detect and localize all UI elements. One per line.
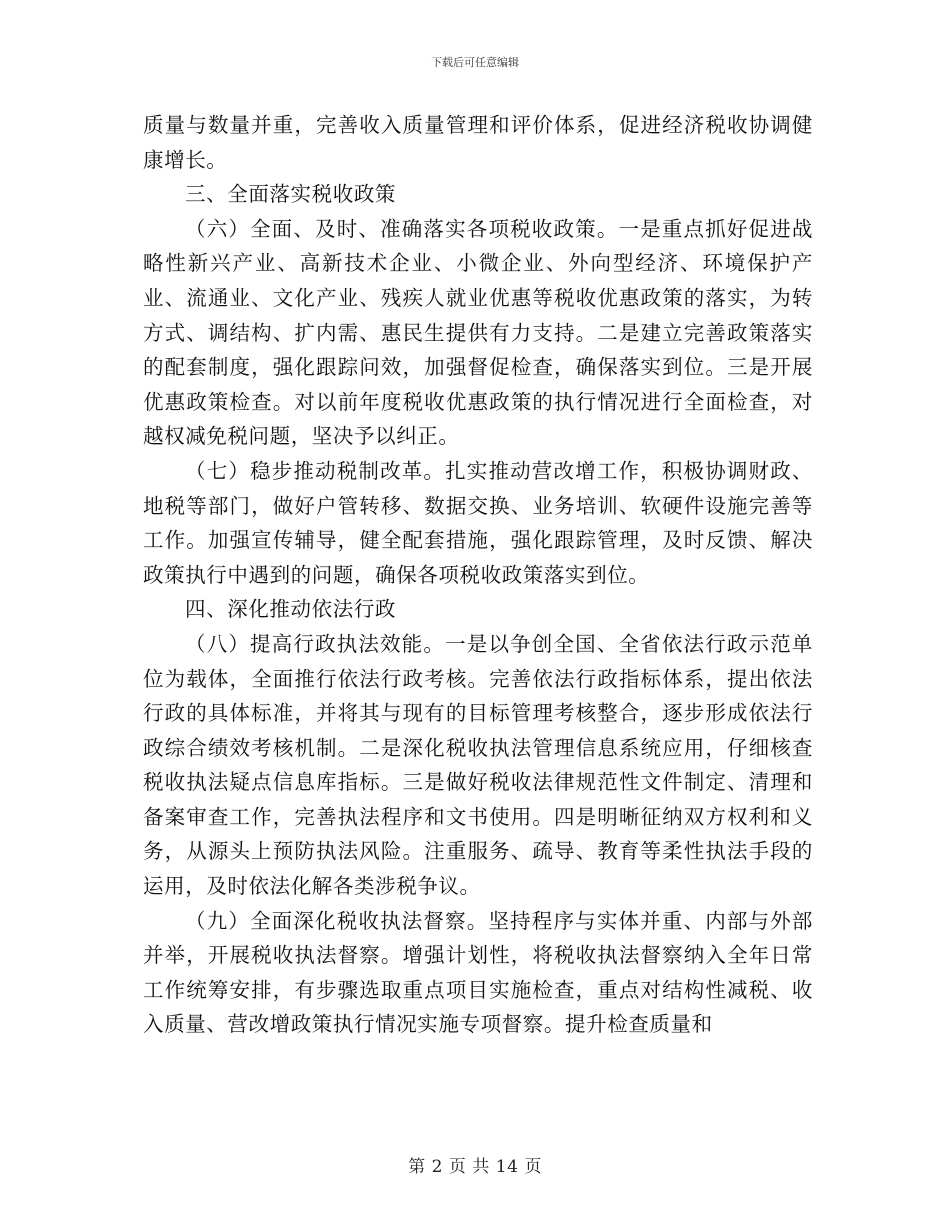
paragraph-seven: （七）稳步推动税制改革。扎实推动营改增工作，积极协调财政、地税等部门，做好户管转移、数据交换、业务培训、软硬件设施完善等工作。加强宣传辅导，健全配套措施，强化跟踪管理，及时反馈、解决政策执行中遇到的问题，确保各项税收政策落实到位。 [143, 458, 813, 587]
footer-total-pages: 14 [495, 1157, 519, 1177]
page-footer [0, 1156, 950, 1178]
footer-suffix: 页 [524, 1157, 542, 1177]
section-heading-three: 三、全面落实税收政策 [185, 182, 397, 207]
document-body [143, 108, 813, 1042]
paragraph-six: （六）全面、及时、准确落实各项税收政策。一是重点抓好促进战略性新兴产业、高新技术企业、小微企业、外向型经济、环境保护产业、流通业、文化产业、残疾人就业优惠等税收优惠政策的落实，为转方式、调结构、扩内需、惠民生提供有力支持。二是建立完善政策落实的配套制度，强化跟踪问效，加强督促检查，确保落实到位。三是开展优惠政策检查。对以前年度税收优惠政策的执行情况进行全面检查，对越权减免税问题，坚决予以纠正。 [143, 216, 813, 449]
footer-prefix: 第 [408, 1157, 426, 1177]
paragraph-continuation: 质量与数量并重，完善收入质量管理和评价体系，促进经济税收协调健康增长。 [143, 113, 813, 172]
footer-middle: 页 共 [448, 1157, 490, 1177]
footer-current-page: 2 [431, 1157, 443, 1177]
section-heading-four: 四、深化推动依法行政 [185, 597, 397, 622]
paragraph-eight: （八）提高行政执法效能。一是以争创全国、全省依法行政示范单位为载体，全面推行依法行政考核。完善依法行政指标体系，提出依法行政的具体标准，并将其与现有的目标管理考核整合，逐步形成依法行政综合绩效考核机制。二是深化税收执法管理信息系统应用，仔细核查税收执法疑点信息库指标。三是做好税收法律规范性文件制定、清理和备案审查工作，完善执法程序和文书使用。四是明晰征纳双方权利和义务，从源头上预防执法风险。注重服务、疏导、教育等柔性执法手段的运用，及时依法化解各类涉税争议。 [143, 631, 813, 899]
page-header: 下载后可任意编辑 [431, 56, 519, 69]
paragraph-nine: （九）全面深化税收执法督察。坚持程序与实体并重、内部与外部并举，开展税收执法督察。增强计划性，将税收执法督察纳入全年日常工作统筹安排，有步骤选取重点项目实施检查，重点对结构性减税、收入质量、营改增政策执行情况实施专项督察。提升检查质量和 [143, 908, 813, 1037]
